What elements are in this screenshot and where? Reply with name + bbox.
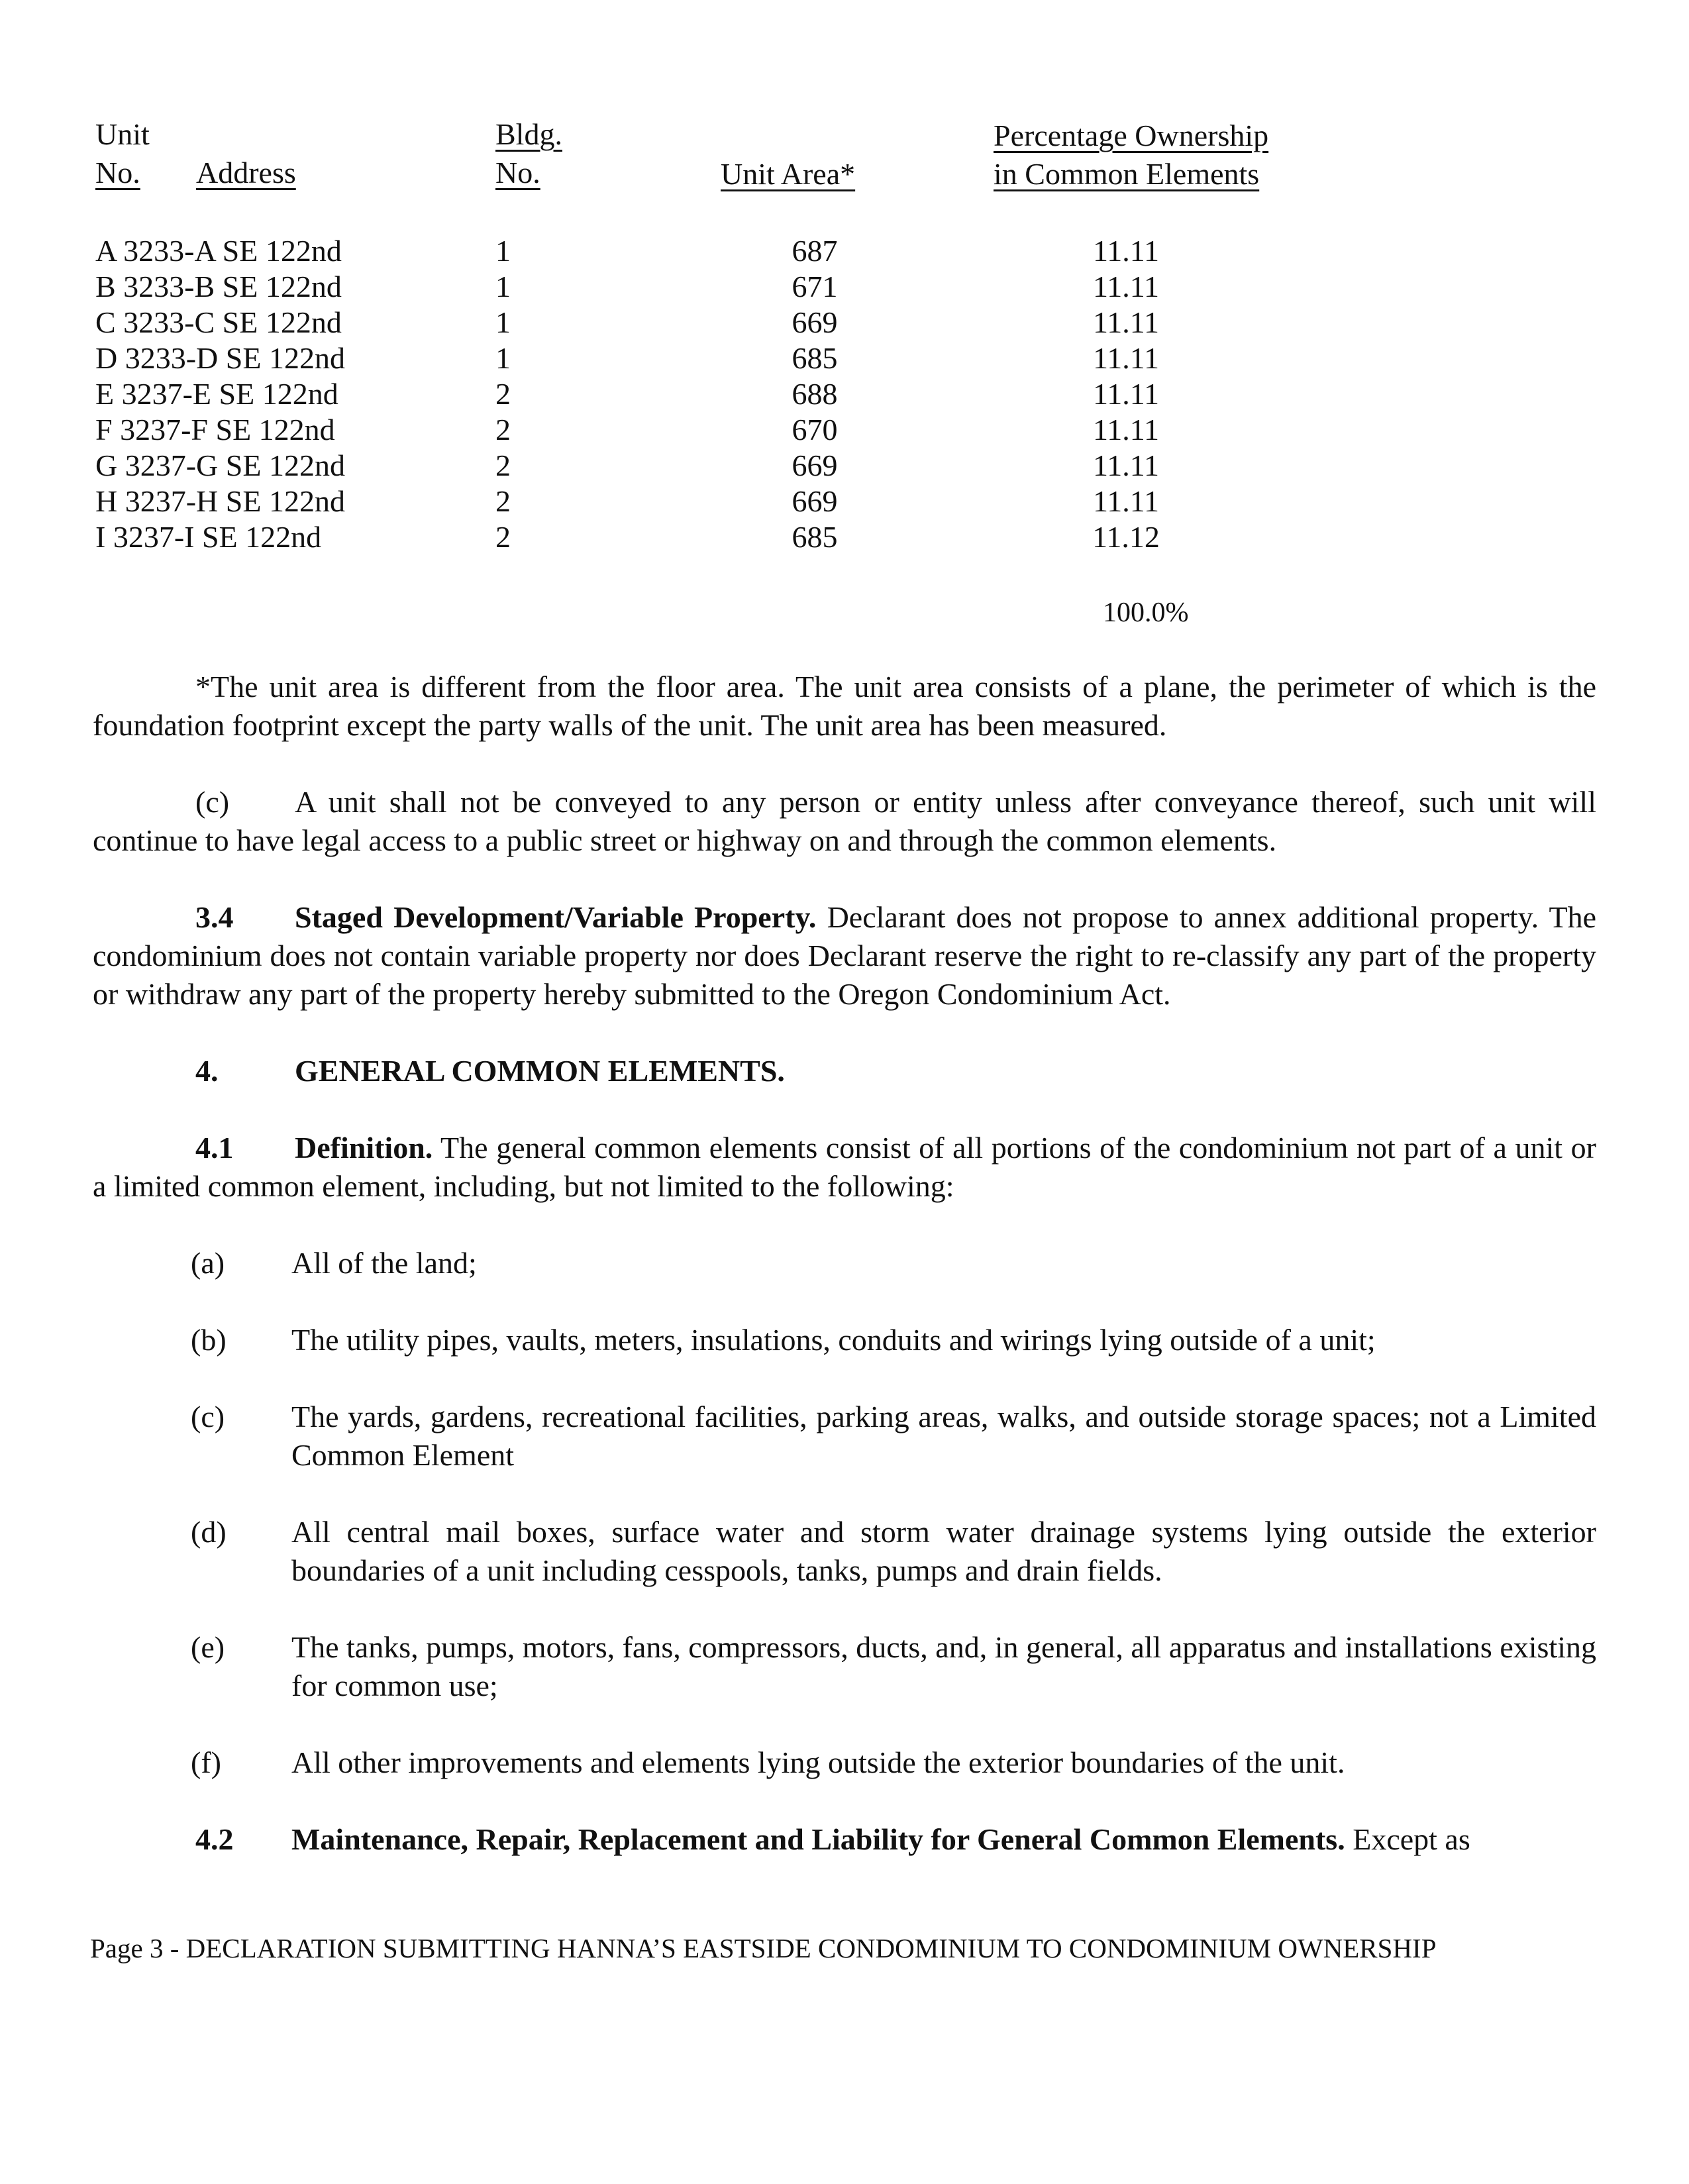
row-bldg: 2 xyxy=(495,413,511,446)
section-4-1-number: 4.1 xyxy=(195,1131,234,1165)
row-area: 687 xyxy=(792,234,838,268)
section-3-4-heading: Staged Development/Variable Property. xyxy=(295,900,817,934)
list-item-text: The utility pipes, vaults, meters, insulations, conduits and wirings lying outside of a unit; xyxy=(291,1323,1376,1357)
row-bldg: 1 xyxy=(495,341,511,375)
list-item-label: (b) xyxy=(191,1323,227,1357)
row-pct: 11.11 xyxy=(1092,234,1160,268)
section-4-2 xyxy=(195,1820,1470,1859)
row-address: F 3237-F SE 122nd xyxy=(95,413,335,446)
list-item-label: (d) xyxy=(191,1515,227,1549)
row-bldg: 2 xyxy=(495,377,511,411)
list-item-label: (e) xyxy=(191,1630,225,1664)
row-pct: 11.11 xyxy=(1092,413,1160,446)
section-4-heading: GENERAL COMMON ELEMENTS. xyxy=(295,1054,785,1088)
row-address: A 3233-A SE 122nd xyxy=(95,234,342,268)
list-item-text: All other improvements and elements lying outside the exterior boundaries of the unit. xyxy=(291,1745,1345,1779)
row-pct: 11.11 xyxy=(1092,448,1160,482)
row-area: 669 xyxy=(792,305,838,339)
section-4-2-number: 4.2 xyxy=(195,1822,234,1856)
row-address: B 3233-B SE 122nd xyxy=(95,270,342,303)
section-4-1-text: The general common elements consist of all portions of the condominium not part of a unit or a limited common element, including, but not limited to the following: xyxy=(93,1131,1596,1203)
header-unit: Unit xyxy=(95,117,150,151)
list-item-text: The yards, gardens, recreational facilities, parking areas, walks, and outside storage spaces; not a Limited Common Element xyxy=(291,1400,1596,1472)
list-item-label: (f) xyxy=(191,1745,221,1779)
section-4-2-heading: Maintenance, Repair, Replacement and Liability for General Common Elements. xyxy=(291,1822,1345,1856)
row-pct: 11.11 xyxy=(1092,377,1160,411)
list-item-label: (c) xyxy=(191,1400,225,1433)
row-bldg: 2 xyxy=(495,484,511,518)
row-pct: 11.11 xyxy=(1092,341,1160,375)
list-item-text: All central mail boxes, surface water and storm water drainage systems lying outside the exterior boundaries of a unit including cesspools, tanks, pumps and drain fields. xyxy=(291,1515,1596,1587)
section-3-4-number: 3.4 xyxy=(195,900,234,934)
header-unit-no: No. xyxy=(95,156,140,189)
row-pct: 11.12 xyxy=(1092,520,1160,554)
page-footer: Page 3 - DECLARATION SUBMITTING HANNA’S EASTSIDE CONDOMINIUM TO CONDOMINIUM OWNERSHIP xyxy=(90,1933,1437,1963)
header-address: Address xyxy=(196,156,296,189)
row-address: H 3237-H SE 122nd xyxy=(95,484,345,518)
header-unit-area: Unit Area* xyxy=(721,157,856,191)
footnote: *The unit area is different from the floor area. The unit area consists of a plane, the perimeter of which is the foundation footprint except the party walls of the unit. The unit area has been measured. xyxy=(93,670,1596,742)
row-area: 685 xyxy=(792,341,838,375)
row-bldg: 2 xyxy=(495,448,511,482)
table-total: 100.0% xyxy=(1103,598,1189,628)
row-pct: 11.11 xyxy=(1092,270,1160,303)
section-4-1 xyxy=(93,1129,1596,1206)
row-area: 669 xyxy=(792,448,838,482)
row-address: E 3237-E SE 122nd xyxy=(95,377,338,411)
row-address: I 3237-I SE 122nd xyxy=(95,520,322,554)
paragraph-c-text: A unit shall not be conveyed to any person or entity unless after conveyance thereof, such unit will continue to have legal access to a public street or highway on and through the common elements. xyxy=(93,785,1596,857)
header-percentage: Percentage Ownership xyxy=(994,119,1269,152)
paragraph-c xyxy=(93,783,1596,860)
row-bldg: 1 xyxy=(495,270,511,303)
header-bldg-no: No. xyxy=(495,156,540,189)
row-area: 670 xyxy=(792,413,838,446)
list-item-text: The tanks, pumps, motors, fans, compressors, ducts, and, in general, all apparatus and installations existing for common use; xyxy=(291,1630,1596,1702)
list-item-text: All of the land; xyxy=(291,1246,477,1280)
header-bldg: Bldg. xyxy=(495,117,562,151)
row-area: 671 xyxy=(792,270,838,303)
list-item-label: (a) xyxy=(191,1246,225,1280)
row-address: C 3233-C SE 122nd xyxy=(95,305,342,339)
row-address: G 3237-G SE 122nd xyxy=(95,448,345,482)
section-3-4-text: Declarant does not propose to annex additional property. The condominium does not contain variable property nor does Declarant reserve the right to re-classify any part of the property or withdraw any part of the property hereby submitted to the Oregon Condominium Act. xyxy=(93,900,1596,1011)
row-address: D 3233-D SE 122nd xyxy=(95,341,345,375)
section-4-1-heading: Definition. xyxy=(295,1131,433,1165)
row-bldg: 1 xyxy=(495,234,511,268)
row-bldg: 2 xyxy=(495,520,511,554)
section-4-2-text: Except as xyxy=(1345,1822,1470,1856)
row-area: 669 xyxy=(792,484,838,518)
row-area: 685 xyxy=(792,520,838,554)
row-pct: 11.11 xyxy=(1092,305,1160,339)
section-3-4 xyxy=(93,898,1596,1014)
row-pct: 11.11 xyxy=(1092,484,1160,518)
row-area: 688 xyxy=(792,377,838,411)
row-bldg: 1 xyxy=(495,305,511,339)
section-4-number: 4. xyxy=(195,1054,219,1088)
paragraph-c-label: (c) xyxy=(195,785,230,819)
header-common-elements: in Common Elements xyxy=(994,157,1260,191)
